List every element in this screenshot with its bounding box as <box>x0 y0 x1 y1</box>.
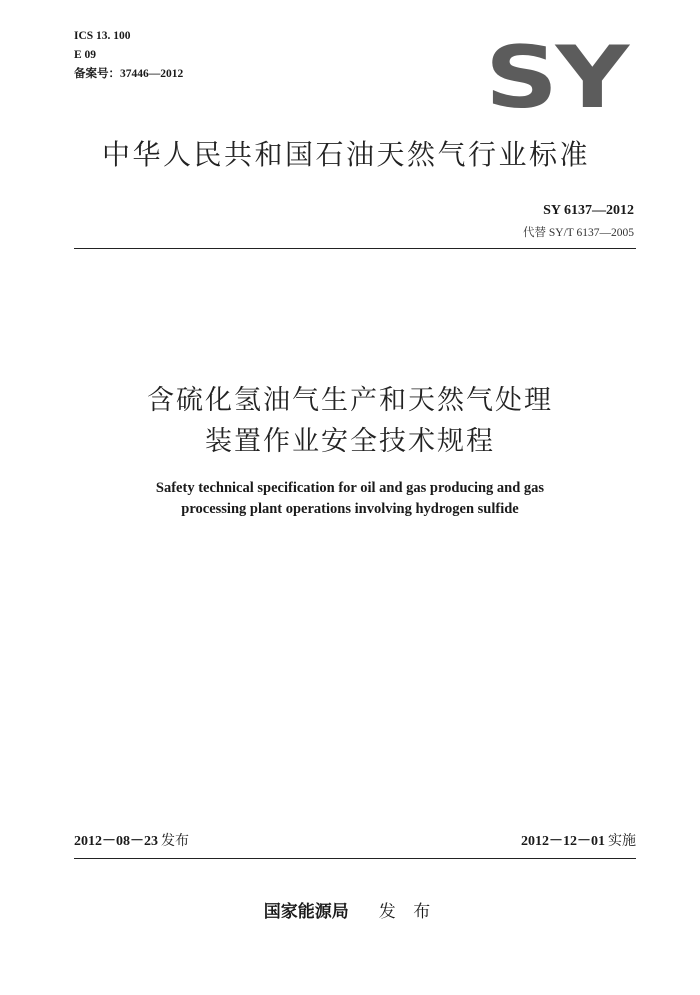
ics-code: ICS 13. 100 <box>74 30 131 42</box>
implement-date-block <box>521 830 636 850</box>
issue-date-block <box>74 830 189 850</box>
issuer-name: 国家能源局 <box>263 902 349 922</box>
top-divider <box>74 248 636 249</box>
title-en-line2: processing plant operations involving hydrogen sulfide <box>181 501 519 517</box>
class-code: E 09 <box>74 49 97 61</box>
title-en-line1: Safety technical specification for oil and gas producing and gas <box>155 480 545 496</box>
standard-number: SY 6137—2012 <box>543 203 634 218</box>
replaces-standard: 代替 SY/T 6137—2005 <box>523 227 634 239</box>
sy-logo: SY <box>484 28 627 128</box>
implement-label: 实施 <box>608 833 636 849</box>
implement-date: 2012－12－01 <box>521 834 605 849</box>
issue-date: 2012－08－23 <box>74 834 158 849</box>
classification-block <box>74 27 183 84</box>
title-cn-line2: 装置作业安全技术规程 <box>205 426 495 457</box>
industry-standard-heading: 中华人民共和国石油天然气行业标准 <box>102 138 591 171</box>
bottom-divider <box>74 858 636 859</box>
record-number: 备案号：37446—2012 <box>74 68 184 80</box>
issuer-line <box>0 897 700 922</box>
issue-label: 发布 <box>161 833 189 849</box>
issuer-action: 发 布 <box>378 902 437 922</box>
title-cn-line1: 含硫化氢油气生产和天然气处理 <box>147 385 553 416</box>
